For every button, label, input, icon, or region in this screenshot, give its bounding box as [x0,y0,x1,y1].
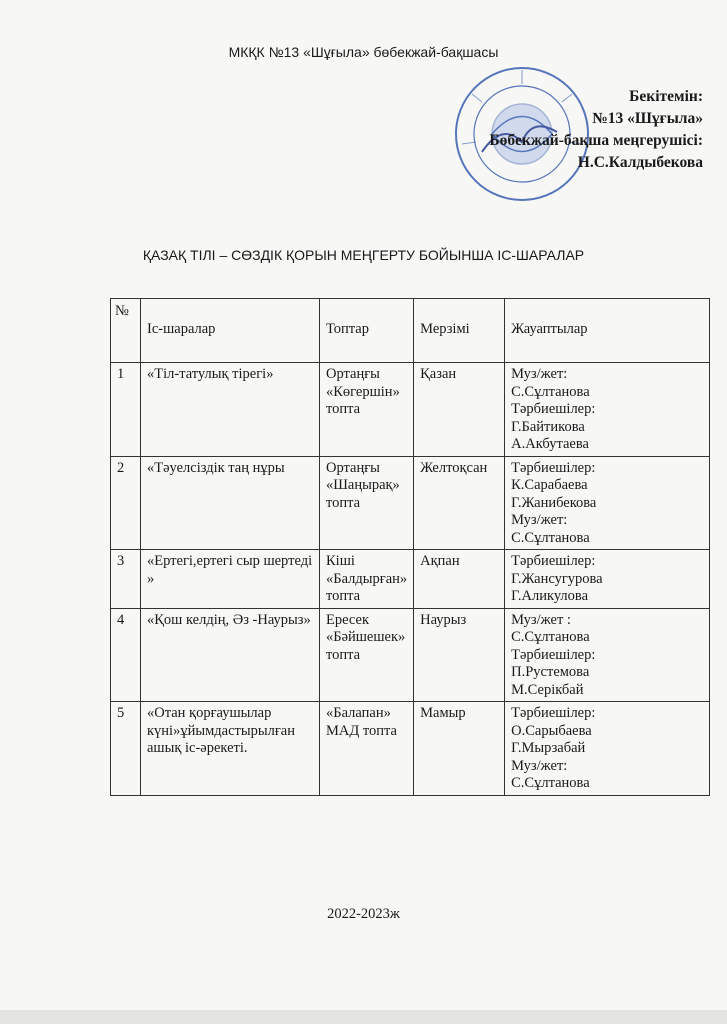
responsible-line: Г.Мырзабай [511,740,586,756]
row-number-text: 3 [117,553,125,569]
event-name-text: «Ертегі,ертегі сыр шертеді » [147,553,313,587]
header-events: Іс-шаралар [141,299,320,363]
row-number [111,363,141,457]
scan-edge [0,1010,727,1024]
date [414,608,505,702]
date [414,550,505,609]
header-number: № [111,299,141,363]
group-line: Ересек [326,611,369,628]
responsible-line: С.Сұлтанова [511,629,590,645]
responsible-line: Муз/жет: [511,366,568,382]
events-table [110,298,710,796]
responsible-line: С.Сұлтанова [511,775,590,791]
row-number-text: 1 [117,366,125,382]
responsible-line: Тәрбиешілер: [511,401,596,417]
responsible-line: С.Сұлтанова [511,383,590,400]
responsible-line: Муз/жет : [511,611,571,628]
table-row [111,456,710,550]
table-row [111,550,710,609]
group-line: «Бәйшешек» [326,629,406,645]
responsible-line: К.Сарабаева [511,477,588,493]
date-text: Қазан [420,366,457,382]
group-line: Кіші [326,553,355,569]
row-number [111,608,141,702]
responsible-line: А.Акбутаева [511,436,589,452]
responsible [505,702,710,796]
table-row [111,702,710,796]
event-name [141,702,320,796]
responsible-line: Г.Аликулова [511,588,589,604]
event-name [141,608,320,702]
approval-line: Бекітемін: [629,88,703,105]
date [414,702,505,796]
event-name-text: «Тәуелсіздік таң нұры [147,459,285,476]
academic-year: 2022-2023ж [327,906,400,922]
date-text: Наурыз [420,611,467,628]
event-name [141,456,320,550]
table-row [111,608,710,702]
organization-name: МКҚК №13 «Шұғыла» бөбекжай-бақшасы [228,44,499,60]
responsible-line: Г.Жанибекова [511,494,597,511]
header-date: Мерзімі [414,299,505,363]
group-line: «Балдырған» [326,570,408,587]
responsible-line: Г.Жансугурова [511,570,603,587]
responsible [505,608,710,702]
group-line: «Көгершін» [326,383,400,400]
group [320,456,414,550]
group [320,363,414,457]
date-text: Ақпан [420,553,460,569]
responsible-line: О.Сарыбаева [511,722,592,739]
responsible-line: Муз/жет: [511,512,568,528]
responsible [505,456,710,550]
responsible-line: Тәрбиешілер: [511,705,596,721]
responsible-line: Тәрбиешілер: [511,459,596,476]
event-name-text: «Тіл-татулық тірегі» [147,366,274,382]
responsible-line: Муз/жет: [511,757,568,774]
row-number-text: 4 [117,611,125,628]
event-name-text: «Қош келдің, Әз -Наурыз» [147,611,311,628]
date [414,456,505,550]
group-line: Ортаңғы [326,366,380,382]
responsible [505,363,710,457]
header-groups: Топтар [320,299,414,363]
approval-line: Бөбекжай-бақша меңгерушісі: [489,132,703,149]
group [320,702,414,796]
approval-block [489,86,703,174]
date-text: Мамыр [420,705,466,721]
group-line: топта [326,401,361,417]
row-number [111,550,141,609]
group [320,550,414,609]
event-name [141,550,320,609]
responsible-line: С.Сұлтанова [511,529,590,546]
row-number [111,702,141,796]
date [414,363,505,457]
group-line: топта [326,494,361,511]
group-line: топта [326,588,361,604]
group [320,608,414,702]
row-number-text: 5 [117,705,125,721]
responsible-line: Тәрбиешілер: [511,646,596,663]
group-line: Ортаңғы [326,459,380,476]
responsible-line: П.Рустемова [511,664,590,680]
event-name-text: «Отан қорғаушылар күні»ұйымдастырылған ашық іс-әрекеті. [147,705,295,756]
responsible [505,550,710,609]
date-text: Желтоқсан [420,459,488,476]
approval-line: №13 «Шұғыла» [592,110,703,127]
responsible-line: Тәрбиешілер: [511,553,596,569]
event-name [141,363,320,457]
table-row [111,363,710,457]
approval-line: Н.С.Калдыбекова [577,154,703,171]
group-line: топта [326,646,361,663]
responsible-line: М.Серікбай [511,681,584,698]
row-number [111,456,141,550]
responsible-line: Г.Байтикова [511,418,585,435]
row-number-text: 2 [117,459,125,476]
group-line: «Шаңырақ» [326,477,400,493]
header-responsible: Жауаптылар [505,299,710,363]
table-header-row [111,299,710,363]
document-title: ҚАЗАҚ ТІЛІ – СӨЗДІК ҚОРЫН МЕҢГЕРТУ БОЙЫНША ІС-ШАРАЛАР [142,247,585,263]
group-line: «Балапан» [326,705,391,721]
group-line: МАД топта [326,722,397,739]
